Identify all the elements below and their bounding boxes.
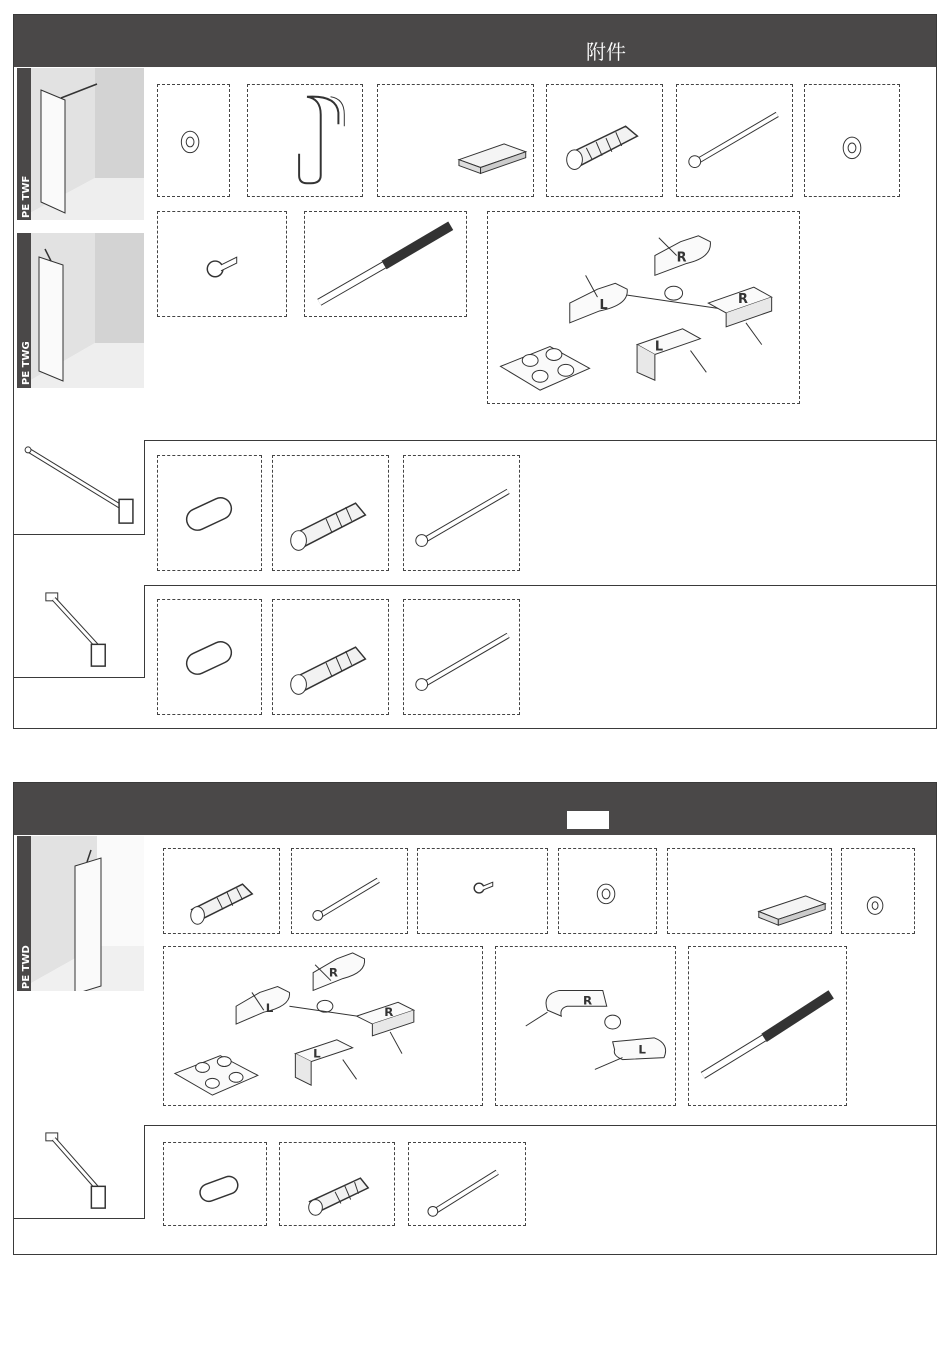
- part-drill-bit: [688, 946, 847, 1106]
- part-wall-plug: [279, 1142, 395, 1226]
- part-oval-cover: [157, 599, 262, 715]
- model-thumbnail-pe-twg: [17, 233, 144, 388]
- svg-text:L: L: [313, 1046, 321, 1061]
- part-drill-bit: [304, 211, 467, 317]
- part-left-right-clip-set: [163, 946, 483, 1106]
- support-bar-figure-1: [14, 440, 145, 535]
- svg-text:R: R: [676, 250, 687, 266]
- support-bar-figure-3: [14, 1125, 145, 1219]
- svg-text:L: L: [638, 1042, 646, 1057]
- accessories-panel-1: [13, 14, 937, 729]
- panel-header: [14, 15, 936, 67]
- part-washer: [804, 84, 900, 197]
- accessories-panel-2: [13, 782, 937, 1255]
- svg-text:R: R: [384, 1005, 394, 1020]
- part-oval-cover: [157, 455, 262, 571]
- svg-text:L: L: [265, 1001, 274, 1016]
- svg-text:L: L: [654, 339, 664, 355]
- model-label-pe-twf: PE TWF: [21, 175, 32, 218]
- part-left-right-clip-set: [487, 211, 800, 404]
- part-adhesive-pad: [667, 848, 832, 934]
- part-long-screw: [676, 84, 793, 197]
- panel-header: [14, 783, 936, 835]
- svg-text:R: R: [583, 993, 593, 1008]
- model-thumbnail-pe-twd: [17, 836, 144, 991]
- part-adhesive-pad: [377, 84, 534, 197]
- part-long-screw: [403, 455, 520, 571]
- part-washer: [558, 848, 657, 934]
- part-long-screw: [403, 599, 520, 715]
- part-end-cap: [841, 848, 915, 934]
- part-long-screw: [408, 1142, 526, 1226]
- part-long-screw: [291, 848, 408, 934]
- svg-text:L: L: [599, 297, 608, 313]
- title-redaction: [567, 811, 609, 829]
- part-left-right-cover-set: [495, 946, 676, 1106]
- svg-text:R: R: [738, 292, 748, 308]
- panel-title: 附件: [586, 40, 626, 64]
- part-small-screw: [417, 848, 548, 934]
- part-wall-plug: [163, 848, 280, 934]
- part-small-screw: [157, 211, 287, 317]
- model-thumbnail-pe-twf: [17, 68, 144, 220]
- svg-text:R: R: [328, 965, 339, 980]
- support-bar-figure-2: [14, 585, 145, 678]
- part-s-hook: [247, 84, 363, 197]
- model-label-pe-twg: PE TWG: [21, 341, 32, 385]
- model-label-pe-twd: PE TWD: [21, 945, 32, 989]
- part-wall-plug: [546, 84, 663, 197]
- part-end-cap: [157, 84, 230, 197]
- part-wall-plug: [272, 599, 389, 715]
- part-wall-plug: [272, 455, 389, 571]
- part-oval-cover: [163, 1142, 267, 1226]
